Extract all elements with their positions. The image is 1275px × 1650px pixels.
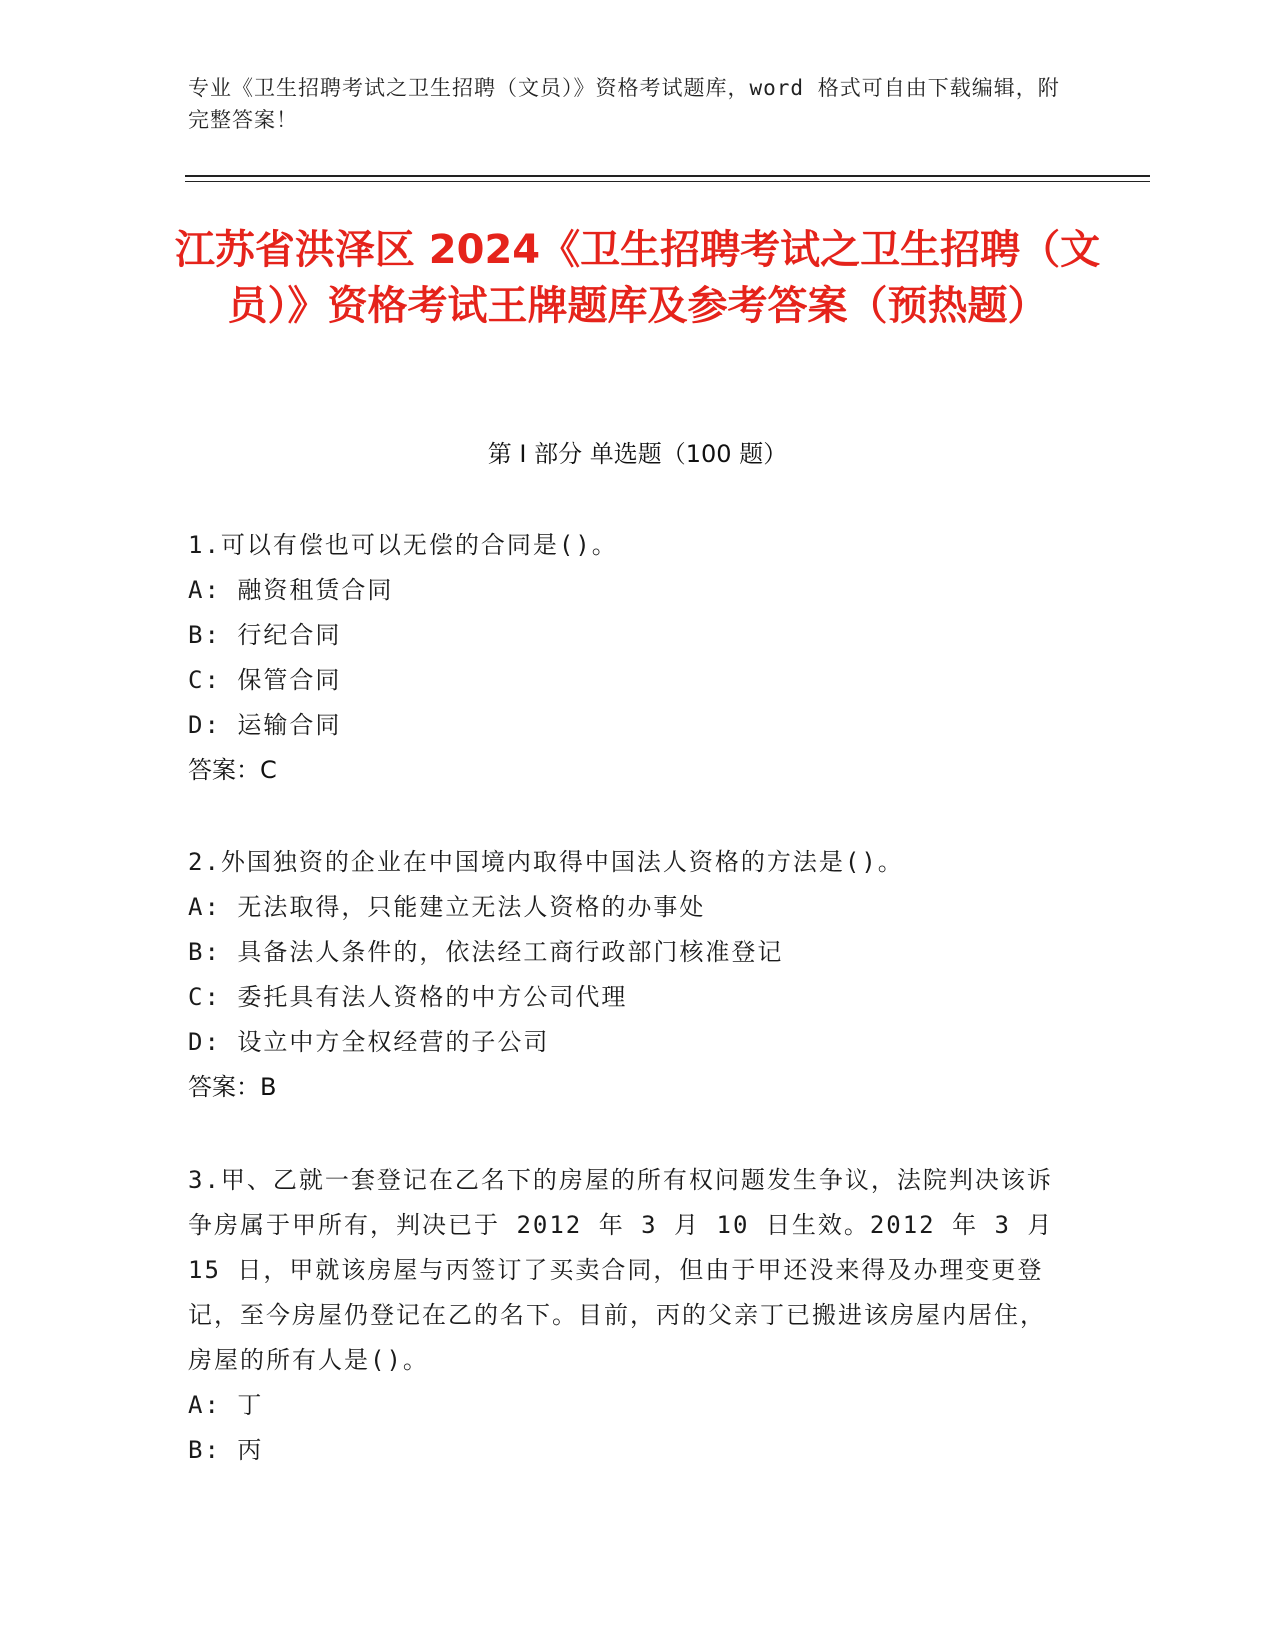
document-title: 江苏省洪泽区 2024《卫生招聘考试之卫生招聘（文员）》资格考试王牌题库及参考答案（预热题） xyxy=(174,227,1101,329)
option-a: A: 丁 xyxy=(188,1391,264,1419)
option-a: A: 无法取得，只能建立无法人资格的办事处 xyxy=(188,893,706,921)
option-b: B: 具备法人条件的，依法经工商行政部门核准登记 xyxy=(188,938,784,966)
header-divider-thick xyxy=(185,175,1150,177)
question-1 xyxy=(188,523,1068,793)
section-title: 第 I 部分 单选题（100 题） xyxy=(487,440,788,468)
question-stem: 3.甲、乙就一套登记在乙名下的房屋的所有权问题发生争议，法院判决该诉争房属于甲所有，判决已于 2012 年 3 月 10 日生效。2012 年 3 月 15 日，甲就该房屋与丙签订了买卖合同，但由于甲还没来得及办理变更登记，至今房屋仍登记在乙的名下。目前，丙的父亲丁已搬进该房屋内居住，房屋的所有人是()。 xyxy=(188,1166,1054,1374)
header-note: 专业《卫生招聘考试之卫生招聘（文员）》资格考试题库，word 格式可自由下载编辑，附完整答案！ xyxy=(188,76,1060,132)
answer: 答案：B xyxy=(188,1073,277,1101)
question-stem: 1.可以有偿也可以无偿的合同是()。 xyxy=(188,531,618,559)
option-b: B: 丙 xyxy=(188,1436,264,1464)
option-a: A: 融资租赁合同 xyxy=(188,576,394,604)
question-stem: 2.外国独资的企业在中国境内取得中国法人资格的方法是()。 xyxy=(188,848,904,876)
option-c: C: 委托具有法人资格的中方公司代理 xyxy=(188,983,628,1011)
option-d: D: 设立中方全权经营的子公司 xyxy=(188,1028,550,1056)
option-b: B: 行纪合同 xyxy=(188,621,342,649)
option-d: D: 运输合同 xyxy=(188,711,342,739)
answer: 答案：C xyxy=(188,756,277,784)
option-c: C: 保管合同 xyxy=(188,666,342,694)
header-divider-thin xyxy=(185,181,1150,182)
question-2 xyxy=(188,840,1068,1110)
question-3 xyxy=(188,1158,1068,1473)
